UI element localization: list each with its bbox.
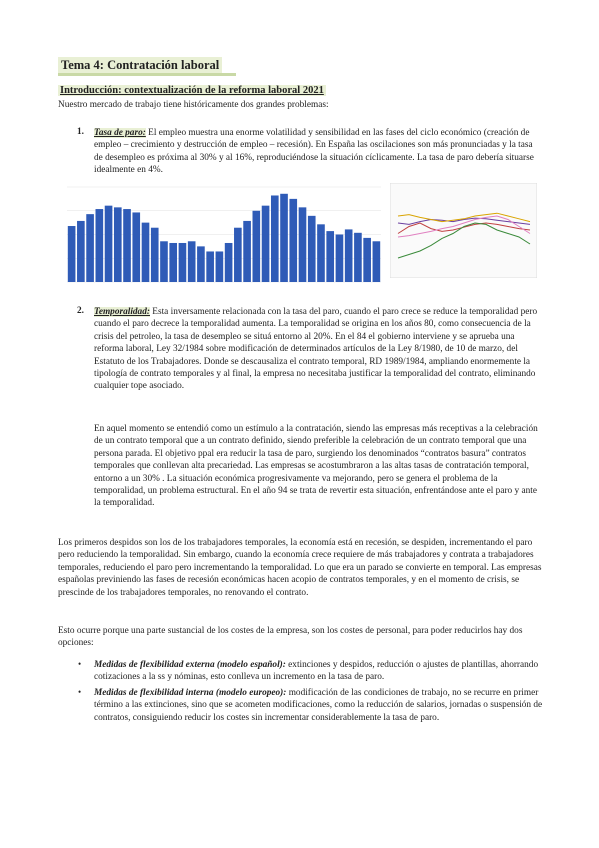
item1-paragraph <box>94 127 534 177</box>
bar <box>77 221 85 282</box>
item2-text: Esta inversamente relacionada con la tasa del paro, cuando el paro crece se reduce la temporalidad pero cuando el paro decrece la temporalidad aumenta. La temporalidad se origina en los años 80, como consecuencia de la crisis del petroleo, la tasa de desempleo se situá entorno al 20%. En el 84 el gobierno interviene y se aprueba una reforma laboral, Ley 32/1984 sobre modificación de determinados artículos de la Ley 8/1980, de 10 de marzo, del Estatuto de los Trabajadores. Donde se descausaliza el contrato temporal, RD 1989/1984, ampliando enormemente la tipología de contrato temporales y al final, la empresa no necesitaba justificar la temporalidad del contrato, eliminando cualquier tope asociado. <box>94 307 538 392</box>
paragraph-4 <box>58 625 544 650</box>
bullet-text: modificación de las condiciones de trabajo, no se recurre en primer término a las extinciones, sino que se acometen modificaciones, como la reducción de salarios, jornadas o suspensión de contratos, consiguiendo reducir los costes sin incrementar considerablemente la tasa de paro. <box>94 688 543 723</box>
bar <box>373 241 381 282</box>
intro-text: Nuestro mercado de trabajo tiene históricamente dos grandes problemas: <box>58 100 329 110</box>
bullet-label: Medidas de flexibilidad externa (modelo español): <box>94 660 286 670</box>
para4-text: Esto ocurre porque una parte sustancial de los costes de la empresa, son los costes de personal, para poder reducirlos hay dos opciones: <box>58 626 523 649</box>
bar <box>308 216 316 282</box>
bullet-text: extinciones y despidos, reducción o ajustes de plantillas, ahorrando cotizaciones a la ss y nóminas, esto conlleva un incremento en la tasa de paro. <box>94 660 539 683</box>
item2-paragraph <box>94 306 541 393</box>
bullet-label: Medidas de flexibilidad interna (modelo europeo): <box>94 688 287 698</box>
bar <box>271 195 279 282</box>
bar <box>188 241 196 282</box>
item1-number: 1. <box>77 127 84 137</box>
item1-label: Tasa de paro: <box>94 128 146 138</box>
bar <box>243 221 251 282</box>
bar <box>132 212 140 282</box>
bar <box>354 233 362 282</box>
item2-text2: En aquel momento se entendió como un estímulo a la contratación, siendo las empresas más receptivas a la celebración de un contrato temporal que a un contrato definido, siendo preferible la celebración de un contrato temporal que una persona parada. El objetivo ppal era reducir la tasa de paro, surgiendo los denominados “contratos basura” contratos temporales que conllevan alta precariedad. Las empresas se acostumbraron a las altas tasas de contratación temporal, entorno a un 30% . La situación económica progresivamente va mejorando, pero se genera el problema de la temporalidad, un problema estructural. En el año 94 se trata de revertir esta situación, enfrentándose ante el paro y ante la temporalidad. <box>94 424 538 509</box>
item1-text: El empleo muestra una enorme volatilidad y sensibilidad en las fases del ciclo económico (creación de empleo – crecimiento y destrucción de empleo – recesión). En España las oscilaciones son más pronunciadas y la tasa de desempleo es próxima al 30% y al 16%, reproduciéndose la situación cíclicamente. La tasa de paro debería situarse idealmente en 4%. <box>94 128 534 176</box>
section-heading: Introducción: contextualización de la reforma laboral 2021 <box>60 85 324 96</box>
bar <box>326 231 334 282</box>
bar <box>253 211 261 282</box>
bar <box>160 241 168 282</box>
bar <box>206 251 214 282</box>
bullet-dot: • <box>78 659 82 669</box>
bar <box>216 251 224 282</box>
temporality-line-chart <box>390 183 537 278</box>
bar <box>96 209 104 282</box>
intro-paragraph <box>58 99 558 111</box>
bar <box>142 223 150 282</box>
bar <box>68 226 76 282</box>
bullet-item <box>94 687 544 724</box>
bar <box>123 209 131 282</box>
bar <box>225 243 233 282</box>
bar <box>169 243 177 282</box>
bullet-dot: • <box>78 687 82 697</box>
bar <box>363 238 371 282</box>
item2-number: 2. <box>77 306 84 316</box>
page-title: Tema 4: Contratación laboral <box>58 57 222 74</box>
bar <box>280 194 288 282</box>
item2-label: Temporalidad: <box>94 307 150 317</box>
bar <box>151 228 159 282</box>
unemployment-bar-chart <box>61 183 383 288</box>
bar <box>105 206 113 282</box>
para3-text: Los primeros despidos son los de los trabajadores temporales, la economía está en recesión, se despiden, incrementando el paro pero reduciendo la temporalidad. Sin embargo, cuando la economía crece requiere de más trabajadores y contrata a trabajadores temporales, reduciendo el paro pero incrementando la temporalidad. Lo que era un parado se convierte en temporal. Las empresas españolas previniendo las fases de recesión económicas hacen acopio de contratos temporales, y en el momento de crisis, se prescinde de los trabajadores temporales, no renovando el contrato. <box>58 538 542 598</box>
bar <box>336 235 344 283</box>
bullet-item <box>94 659 544 684</box>
bar <box>299 207 307 282</box>
bar <box>114 207 122 282</box>
bar <box>234 228 242 282</box>
title-underline <box>58 73 236 76</box>
paragraph-3 <box>58 537 544 599</box>
item2-paragraph-2 <box>94 423 541 510</box>
bar <box>86 214 94 282</box>
bar <box>345 229 353 282</box>
bar <box>289 199 297 282</box>
bar <box>317 224 325 282</box>
bar <box>197 246 205 282</box>
bar <box>179 243 187 282</box>
bar <box>262 206 270 282</box>
